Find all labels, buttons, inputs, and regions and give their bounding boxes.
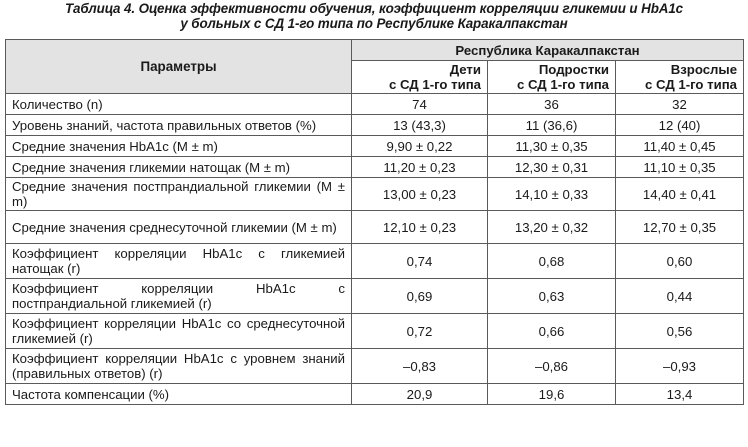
table-row	[6, 136, 744, 157]
cell-children: 0,69	[352, 279, 488, 314]
header-group-adolescents-line1: Подростки	[538, 62, 609, 77]
row-label: Уровень знаний, частота правильных ответов (%)	[6, 115, 352, 136]
cell-children: 13 (43,3)	[352, 115, 488, 136]
cell-adults: 14,40 ± 0,41	[616, 178, 744, 211]
row-label-text: Средние значения постпрандиальной гликемии (M ± m)	[12, 179, 345, 209]
row-label: Количество (n)	[6, 94, 352, 115]
header-group-adolescents-line2: с СД 1-го типа	[516, 77, 609, 92]
row-label-text: Коэффициент корреляции HbA1c с гликемией натощак (r)	[12, 246, 345, 276]
cell-adolescents: 19,6	[488, 384, 616, 405]
cell-adults: 0,60	[616, 244, 744, 279]
cell-adults: 11,40 ± 0,45	[616, 136, 744, 157]
row-label	[6, 178, 352, 211]
header-group-adults	[616, 61, 744, 94]
row-label-text: Коэффициент корреляции HbA1c с уровнем знаний (правильных ответов) (r)	[12, 351, 345, 381]
cell-adults: 0,56	[616, 314, 744, 349]
cell-adolescents: –0,86	[488, 349, 616, 384]
cell-adolescents: 0,68	[488, 244, 616, 279]
cell-adolescents: 14,10 ± 0,33	[488, 178, 616, 211]
row-label	[6, 211, 352, 244]
header-group-adults-line2: с СД 1-го типа	[644, 77, 738, 92]
cell-adolescents: 11,30 ± 0,35	[488, 136, 616, 157]
row-label	[6, 279, 352, 314]
cell-adults: –0,93	[616, 349, 744, 384]
cell-adolescents: 0,66	[488, 314, 616, 349]
table-row	[6, 349, 744, 384]
cell-children: –0,83	[352, 349, 488, 384]
cell-adults: 32	[616, 94, 744, 115]
row-label	[6, 244, 352, 279]
cell-adolescents: 36	[488, 94, 616, 115]
header-group-children-line2: с СД 1-го типа	[388, 77, 481, 92]
cell-children: 12,10 ± 0,23	[352, 211, 488, 244]
header-group-adults-line1: Взрослые	[670, 62, 738, 77]
cell-children: 9,90 ± 0,22	[352, 136, 488, 157]
header-region: Республика Каракалпакстан	[352, 40, 744, 61]
row-label: Частота компенсации (%)	[6, 384, 352, 405]
cell-children: 11,20 ± 0,23	[352, 157, 488, 178]
cell-adults: 12,70 ± 0,35	[616, 211, 744, 244]
cell-adolescents: 0,63	[488, 279, 616, 314]
results-table	[5, 39, 744, 405]
row-label	[6, 314, 352, 349]
table-row	[6, 178, 744, 211]
cell-adolescents: 11 (36,6)	[488, 115, 616, 136]
cell-adolescents: 13,20 ± 0,32	[488, 211, 616, 244]
header-group-adolescents	[488, 61, 616, 94]
caption-line-1: Таблица 4. Оценка эффективности обучения, коэффициент корреляции гликемии и HbA1c	[64, 1, 684, 16]
table-row	[6, 211, 744, 244]
cell-children: 74	[352, 94, 488, 115]
table-row	[6, 94, 744, 115]
table-row	[6, 115, 744, 136]
cell-children: 13,00 ± 0,23	[352, 178, 488, 211]
cell-adults: 0,44	[616, 279, 744, 314]
table-row	[6, 384, 744, 405]
table-caption	[0, 1, 748, 31]
row-label	[6, 349, 352, 384]
cell-children: 20,9	[352, 384, 488, 405]
row-label: Средние значения HbA1c (M ± m)	[6, 136, 352, 157]
row-label: Средние значения гликемии натощак (M ± m)	[6, 157, 352, 178]
caption-line-2: у больных с СД 1-го типа по Республике Каракалпакстан	[180, 16, 568, 31]
cell-adolescents: 12,30 ± 0,31	[488, 157, 616, 178]
table-row	[6, 279, 744, 314]
table-row	[6, 314, 744, 349]
row-label-text: Средние значения среднесуточной гликемии (M ± m)	[12, 219, 337, 235]
row-label-text: Коэффициент корреляции HbA1c с постпрандиальной гликемией (r)	[12, 281, 345, 311]
header-group-children	[352, 61, 488, 94]
row-label-text: Коэффициент корреляции HbA1c со среднесуточной гликемией (r)	[12, 316, 345, 346]
header-params: Параметры	[6, 40, 352, 94]
table-row	[6, 157, 744, 178]
cell-children: 0,72	[352, 314, 488, 349]
cell-adults: 12 (40)	[616, 115, 744, 136]
cell-children: 0,74	[352, 244, 488, 279]
cell-adults: 13,4	[616, 384, 744, 405]
table-row	[6, 244, 744, 279]
cell-adults: 11,10 ± 0,35	[616, 157, 744, 178]
header-group-children-line1: Дети	[449, 62, 481, 77]
